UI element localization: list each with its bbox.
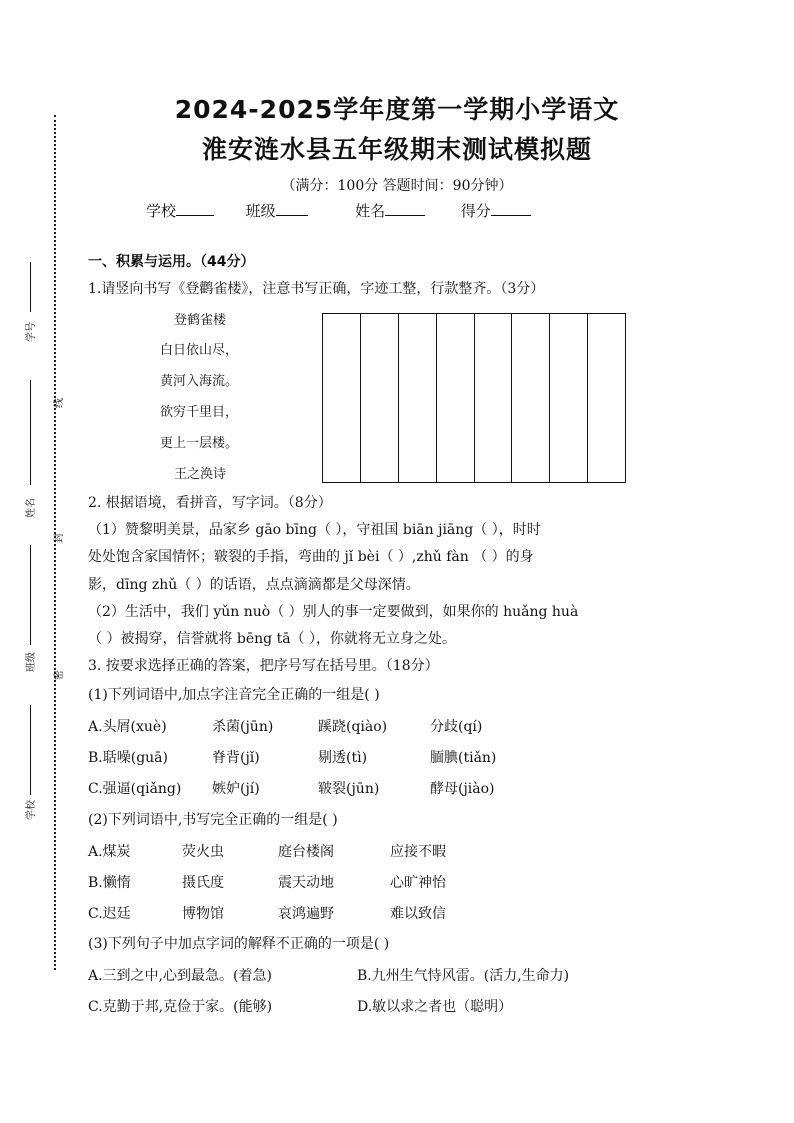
- exam-subtitle: （满分：100分 答题时间：90分钟）: [281, 178, 513, 194]
- word: 摄氏度: [182, 875, 224, 891]
- word: 庭台楼阁: [278, 844, 334, 860]
- word: 杀菌(jūn): [212, 719, 274, 735]
- grid-column[interactable]: [437, 314, 475, 482]
- word: 皲裂(jūn): [318, 781, 380, 797]
- q3-sub3-prompt: (3)下列句子中加点字词的解释不正确的一项是( ): [88, 936, 390, 952]
- grid-column[interactable]: [512, 314, 550, 482]
- margin-blank-name: [30, 380, 31, 485]
- word: 应接不暇: [390, 844, 446, 860]
- poem-line: 欲穷千里目，: [160, 405, 239, 420]
- q3-sub3-option-b[interactable]: B.九州生气恃风雷。(活力,生命力): [357, 968, 570, 984]
- margin-label-student-id: 学号: [26, 322, 37, 342]
- info-row: [146, 200, 531, 221]
- q3-sub1-prompt: (1)下列词语中,加点字注音完全正确的一组是( ): [88, 687, 380, 703]
- word: B.懒惰: [88, 875, 131, 891]
- poem-title: 登鹤雀楼: [174, 313, 227, 328]
- q3-sub3-option-c[interactable]: C.克勤于邦,克俭于家。(能够): [88, 999, 273, 1015]
- poem-line: 黄河入海流。: [160, 374, 239, 389]
- name-blank[interactable]: [385, 201, 425, 216]
- q3-sub1-option-c[interactable]: [88, 778, 495, 798]
- word: 难以致信: [390, 906, 446, 922]
- margin-label-name: 姓名: [26, 498, 37, 518]
- poem-author: 王之涣诗: [174, 467, 227, 482]
- q2-line: （ ）被揭穿，信誉就将 bēng tā（ ），你就将无立身之处。: [88, 631, 456, 647]
- margin-blank-class: [30, 545, 31, 645]
- seal-char-seal: 封: [54, 533, 65, 543]
- q3-sub1-option-b[interactable]: [88, 747, 496, 767]
- word: 心旷神怡: [390, 875, 446, 891]
- word: A.头屑(xuè): [88, 719, 167, 735]
- q2-prompt: 2. 根据语境，看拼音，写字词。（8分）: [88, 495, 332, 511]
- grid-column[interactable]: [361, 314, 399, 482]
- school-blank[interactable]: [176, 201, 214, 216]
- q3-prompt: 3. 按要求选择正确的答案，把序号写在括号里。（18分）: [88, 658, 439, 674]
- word: A.煤炭: [88, 844, 131, 860]
- poem-line: 更上一层楼。: [160, 436, 239, 451]
- exam-title-line2: 淮安涟水县五年级期末测试模拟题: [201, 135, 592, 164]
- q2-line: 影，dīng zhǔ（ ）的话语，点点滴滴都是父母深情。: [88, 577, 420, 593]
- q2-line: 处处饱含家国情怀；皲裂的手指，弯曲的 jǐ bèi（ ）,zhǔ fàn （ ）的身: [88, 549, 534, 565]
- score-blank[interactable]: [491, 201, 531, 216]
- section1-heading: 一、积累与运用。（44分）: [88, 254, 255, 270]
- word: 荧火虫: [182, 844, 224, 860]
- grid-column[interactable]: [588, 314, 625, 482]
- class-blank[interactable]: [276, 201, 308, 216]
- writing-grid[interactable]: [322, 313, 626, 483]
- q3-sub2-option-c[interactable]: [88, 903, 446, 923]
- q3-sub3-option-d[interactable]: D.敏以求之者也（聪明）: [357, 999, 513, 1015]
- word: 嫉妒(jí): [212, 781, 260, 797]
- margin-blank-student-id: [30, 262, 31, 312]
- info-label-class: 班级: [245, 202, 276, 220]
- q1-prompt: 1.请竖向书写《登鹳雀楼》，注意书写正确，字迹工整，行款整齐。（3分）: [88, 281, 545, 297]
- word: 腼腆(tiǎn): [430, 750, 497, 766]
- word: 蹊跷(qiào): [318, 719, 388, 735]
- q2-line: （1）赞黎明美景，品家乡 gāo bīng（ ），守祖国 biān jiāng（ ），时时: [88, 522, 541, 538]
- info-label-name: 姓名: [355, 202, 386, 220]
- margin-label-school: 学校: [26, 800, 37, 820]
- word: 剔透(tì): [318, 750, 368, 766]
- grid-column[interactable]: [323, 314, 361, 482]
- seal-char-line: 线: [54, 398, 65, 408]
- q3-sub2-prompt: (2)下列词语中,书写完全正确的一组是( ): [88, 812, 338, 828]
- info-label-score: 得分: [460, 202, 491, 220]
- grid-column[interactable]: [475, 314, 513, 482]
- poem-line: 白日依山尽，: [160, 343, 239, 358]
- exam-title-line1: 2024-2025学年度第一学期小学语文: [174, 95, 620, 124]
- word: C.强逼(qiǎng): [88, 781, 182, 797]
- seal-char-secret: 密: [54, 670, 65, 680]
- q3-sub2-option-b[interactable]: [88, 872, 446, 892]
- info-label-school: 学校: [146, 202, 177, 220]
- grid-column[interactable]: [550, 314, 588, 482]
- word: 脊背(jǐ): [212, 750, 260, 766]
- q3-sub1-option-a[interactable]: [88, 716, 482, 736]
- word: 震天动地: [278, 875, 334, 891]
- q2-line: （2）生活中，我们 yǔn nuò（ ）别人的事一定要做到，如果你的 huǎng huà: [88, 604, 579, 620]
- q3-sub3-option-a[interactable]: A.三到之中,心到最急。(着急): [88, 968, 272, 984]
- word: 博物馆: [182, 906, 224, 922]
- word: B.聒噪(guā): [88, 750, 168, 766]
- margin-label-class: 班级: [26, 652, 37, 672]
- grid-column[interactable]: [399, 314, 437, 482]
- word: 哀鸿遍野: [278, 906, 334, 922]
- margin-blank-school: [30, 705, 31, 795]
- word: C.迟廷: [88, 906, 131, 922]
- q3-sub2-option-a[interactable]: [88, 841, 446, 861]
- word: 分歧(qí): [430, 719, 483, 735]
- word: 酵母(jiào): [430, 781, 495, 797]
